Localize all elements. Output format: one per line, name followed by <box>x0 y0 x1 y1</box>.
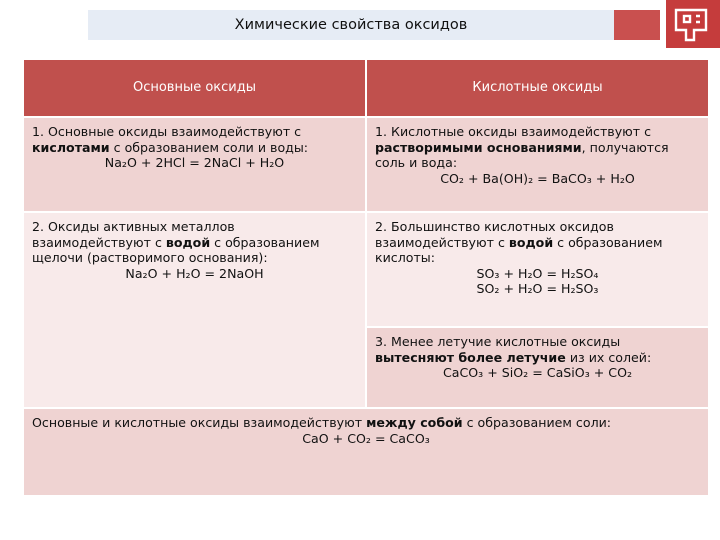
acidic-1-line2-rest: , получаются <box>581 139 669 155</box>
acidic-1-bold: растворимыми основаниями <box>375 139 582 155</box>
both-line1 <box>32 415 700 431</box>
basic-2-bold: водой <box>165 234 211 250</box>
cell-acidic-3 <box>367 328 708 407</box>
basic-1-line1: 1. Основные оксиды взаимодействуют с <box>32 124 302 139</box>
acidic-3-equation: CaCO₃ + SiO₂ = CaSiO₃ + CO₂ <box>442 365 633 380</box>
acidic-3-bold: вытесняют более летучие <box>375 349 566 365</box>
basic-2-line2-pre: взаимодействуют с <box>32 234 166 250</box>
acidic-3-line1: 3. Менее летучие кислотные оксиды <box>375 334 621 349</box>
logo-icon <box>666 0 720 48</box>
acidic-1-line3: соль и вода: <box>375 155 458 170</box>
header-acidic-oxides <box>367 60 708 116</box>
basic-1-line2 <box>32 140 357 156</box>
page-title-text: Химические свойства оксидов <box>234 17 468 33</box>
both-pre: Основные и кислотные оксиды взаимодействуют <box>32 415 367 430</box>
header-basic-oxides <box>24 60 365 116</box>
cell-basic-1 <box>24 118 365 211</box>
basic-2-line2 <box>32 235 357 251</box>
basic-1-bold: кислотами <box>32 139 110 155</box>
acidic-1-equation: CO₂ + Ba(OH)₂ = BaCO₃ + H₂O <box>440 170 635 186</box>
both-rest: с образованием соли: <box>462 415 612 430</box>
acidic-2-line2-pre: взаимодействуют с <box>375 234 509 250</box>
both-bold: между собой <box>366 415 463 430</box>
basic-1-equation: Na₂O + 2HCl = 2NaCl + H₂O <box>104 155 285 170</box>
acidic-2-line3: кислоты: <box>375 250 435 265</box>
acidic-1-line1: 1. Кислотные оксиды взаимодействуют с <box>375 124 652 139</box>
acidic-1-line2 <box>375 140 700 156</box>
oxides-table <box>24 60 708 495</box>
acidic-2-equation-2: SO₂ + H₂O = H₂SO₃ <box>476 281 599 296</box>
basic-2-line1: 2. Оксиды активных металлов <box>32 219 235 234</box>
cell-acidic-1 <box>367 118 708 211</box>
acidic-3-line2 <box>375 350 700 366</box>
acidic-2-line2-rest: с образованием <box>553 234 663 250</box>
basic-2-equation: Na₂O + H₂O = 2NaOH <box>125 265 264 281</box>
both-equation: CaO + CO₂ = CaCO₃ <box>302 430 430 446</box>
acidic-2-line1: 2. Большинство кислотных оксидов <box>375 219 614 234</box>
acidic-2-equation-1: SO₃ + H₂O = H₂SO₄ <box>476 265 599 281</box>
header-basic-label: Основные оксиды <box>132 80 257 96</box>
cell-acidic-2 <box>367 213 708 326</box>
basic-2-line3: щелочи (растворимого основания): <box>32 250 268 265</box>
acidic-2-line2 <box>375 235 700 251</box>
acidic-2-bold: водой <box>508 234 554 250</box>
acidic-3-line2-rest: из их солей: <box>565 349 652 365</box>
basic-2-line2-rest: с образованием <box>210 234 320 250</box>
basic-1-line2-rest: с образованием соли и воды: <box>109 139 309 155</box>
title-accent-strip <box>614 10 660 40</box>
cell-both-oxides <box>24 409 708 495</box>
page-title <box>88 10 614 40</box>
header-acidic-label: Кислотные оксиды <box>472 80 603 96</box>
cell-basic-2 <box>24 213 365 407</box>
